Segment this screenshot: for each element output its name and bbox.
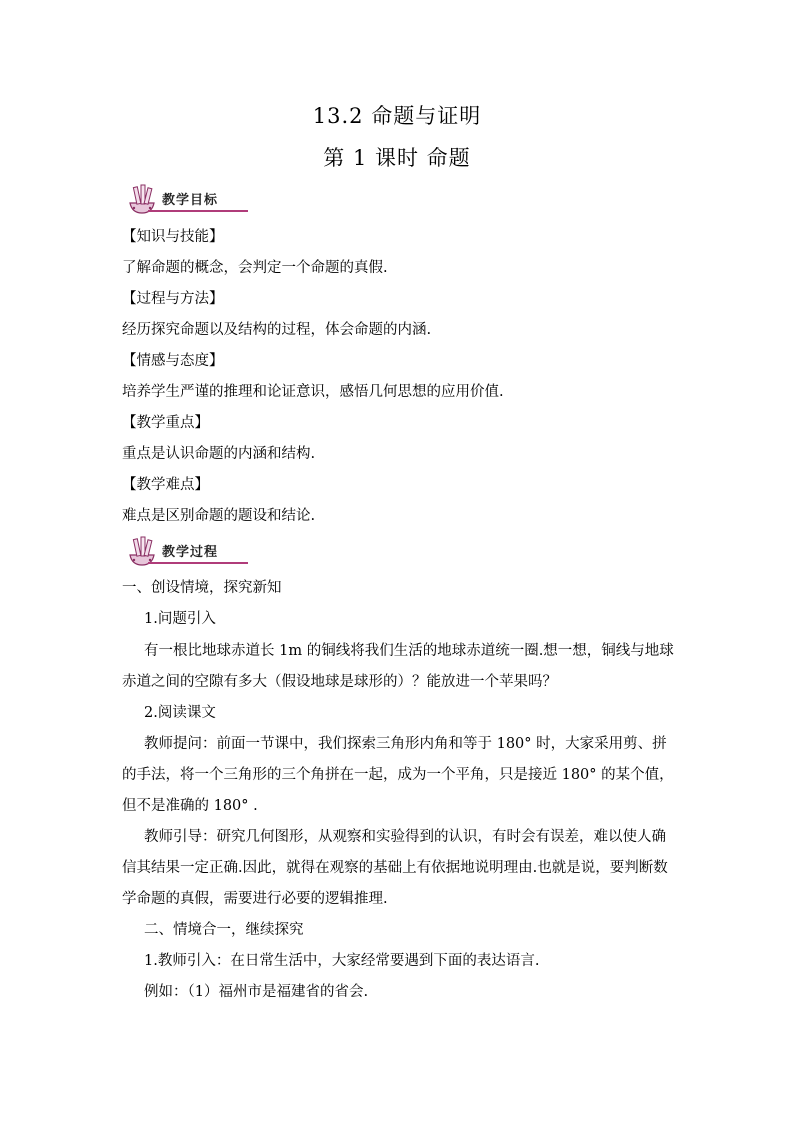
- method-text: 经历探究命题以及结构的过程，体会命题的内涵.: [122, 322, 432, 338]
- knowledge-heading: 【知识与技能】: [122, 229, 224, 245]
- section-label-goals: 教学目标: [162, 193, 219, 208]
- paragraph-line: 教师引导：研究几何图形，从观察和实验得到的认识，有时会有误差，难以使人确: [144, 829, 666, 845]
- attitude-heading: 【情感与态度】: [122, 353, 224, 369]
- key-point-heading: 【教学重点】: [122, 415, 209, 431]
- section-header-goals: [118, 183, 250, 217]
- part1-title: 一、创设情境，探究新知: [122, 580, 282, 596]
- knowledge-text: 了解命题的概念，会判定一个命题的真假.: [122, 260, 388, 276]
- attitude-text: 培养学生严谨的推理和论证意识，感悟几何思想的应用价值.: [122, 384, 504, 400]
- paragraph-line: 的手法，将一个三角形的三个角拼在一起，成为一个平角，只是接近 180° 的某个值，: [122, 767, 674, 783]
- lesson-subtitle: 第 1 课时 命题: [323, 146, 471, 170]
- section-label-process: 教学过程: [162, 545, 219, 560]
- section-header-process: [118, 535, 250, 569]
- section-underline: [148, 210, 248, 212]
- paragraph-line: 赤道之间的空隙有多大（假设地球是球形的）？能放进一个苹果吗？: [122, 674, 557, 690]
- paragraph-line: 教师提问：前面一节课中，我们探索三角形内角和等于 180° 时，大家采用剪、拼: [144, 736, 667, 752]
- part2-title: 二、情境合一，继续探究: [144, 922, 304, 938]
- section-underline: [148, 562, 248, 564]
- difficulty-heading: 【教学难点】: [122, 477, 209, 493]
- lesson-title: 13.2 命题与证明: [312, 104, 482, 128]
- paragraph-line: 但不是准确的 180° .: [122, 798, 258, 814]
- difficulty-text: 难点是区别命题的题设和结论.: [122, 508, 316, 524]
- paragraph-line: 学命题的真假，需要进行必要的逻辑推理.: [122, 891, 388, 907]
- step2-title: 2.阅读课文: [144, 705, 216, 721]
- paragraph-line: 1.教师引入：在日常生活中，大家经常要遇到下面的表达语言.: [144, 953, 540, 969]
- method-heading: 【过程与方法】: [122, 291, 224, 307]
- paragraph-line: 有一根比地球赤道长 1m 的铜线将我们生活的地球赤道统一圈.想一想，铜线与地球: [144, 643, 674, 659]
- step1-title: 1.问题引入: [144, 611, 216, 627]
- paragraph-line: 例如：（1）福州市是福建省的省会.: [144, 984, 369, 1000]
- paragraph-line: 信其结果一定正确.因此，就得在观察的基础上有依据地说明理由.也就是说，要判断数: [122, 860, 668, 876]
- key-point-text: 重点是认识命题的内涵和结构.: [122, 446, 316, 462]
